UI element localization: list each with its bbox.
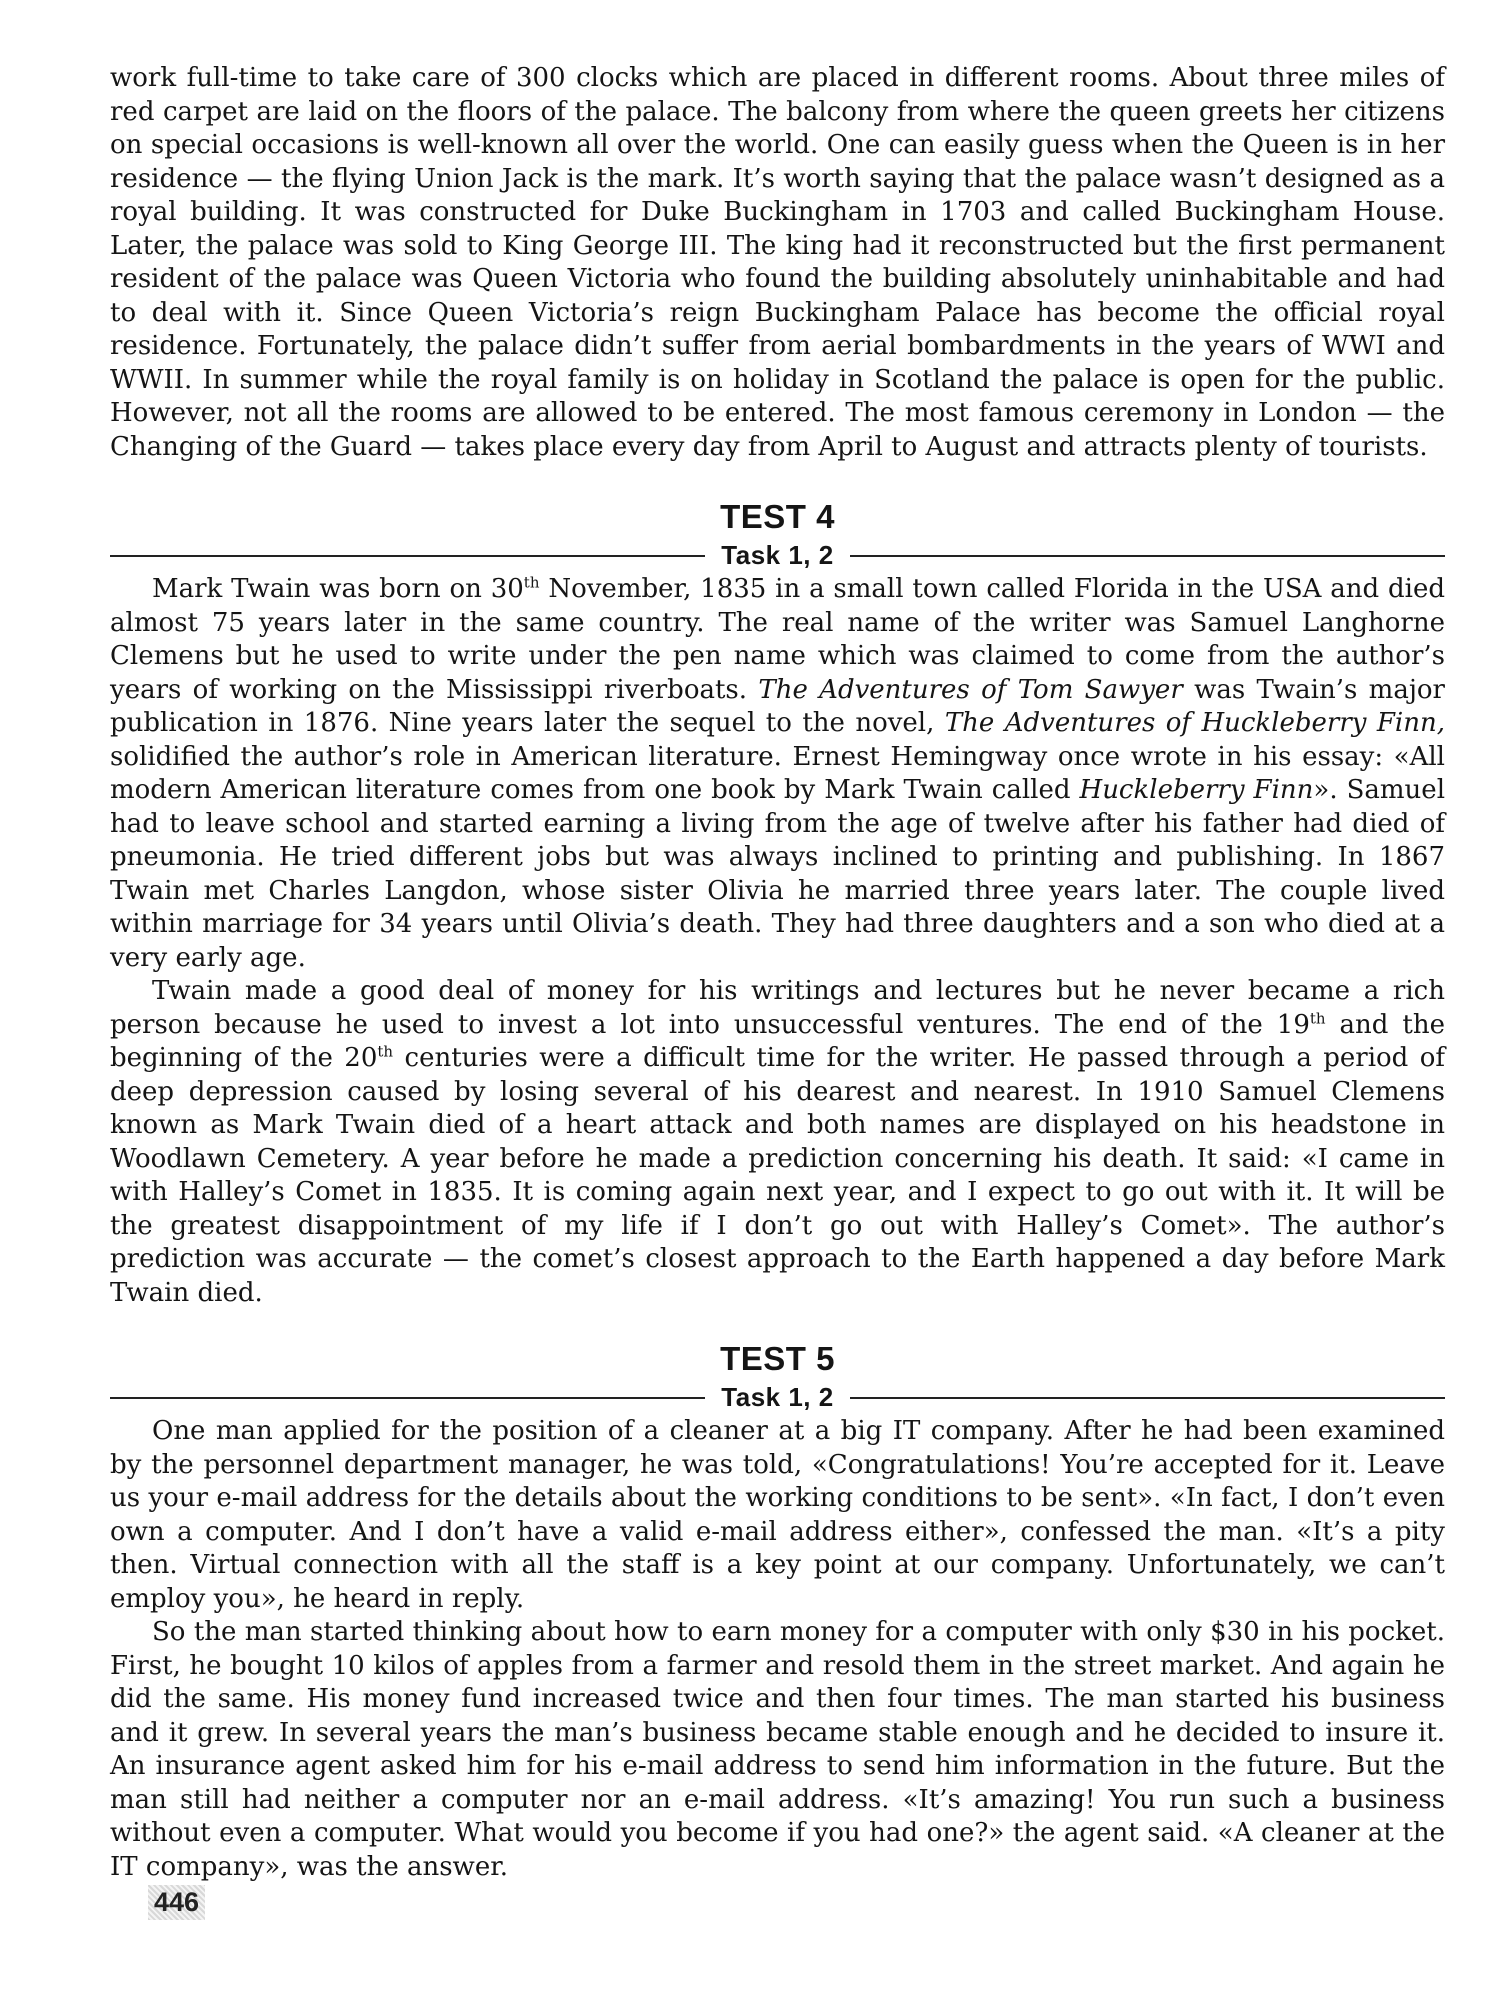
test-4-paragraph-2: Twain made a good deal of money for his writings and lectures but he never became a rich person because he used to invest a lot into unsuccessful ventures. The end of the 19th and the beginning of the 20th centuries were a difficult time for the writer. He passed through a period of deep depression caused by losing several of his dearest and nearest. In 1910 Samuel Clemens known as Mark Twain died of a heart attack and both names are displayed on his headstone in Woodlawn Cemetery. A year before he made a prediction concerning his death. It said: «I came in with Halley’s Comet in 1835. It is coming again next year, and I expect to go out with it. It will be the greatest disappointment of my life if I don’t go out with Halley’s Comet». The author’s prediction was accurate — the comet’s closest approach to the Earth happened a day before Mark Twain died.: [110, 976, 1446, 1308]
test-4-title: TEST 4: [720, 498, 835, 535]
left-rule: [110, 555, 705, 557]
test-4-paragraph-1: Mark Twain was born on 30th November, 1835 in a small town called Florida in the USA and died almost 75 years later in the same country. The real name of the writer was Samuel Langhorne Clemens but he used to write under the pen name which was claimed to come from the author’s years of working on the Mississippi riverboats. The Adventures of Tom Sawyer was Twain’s major publication in 1876. Nine years later the sequel to the novel, The Adventures of Huckleberry Finn, solidified the author’s role in American literature. Ernest Hemingway once wrote in his essay: «All modern American literature comes from one book by Mark Twain called Huckleberry Finn». Samuel had to leave school and started earning a living from the age of twelve after his father had died of pneumonia. He tried different jobs but was always inclined to printing and publishing. In 1867 Twain met Charles Langdon, whose sister Olivia he married three years later. The couple lived within marriage for 34 years until Olivia’s death. They had three daughters and a son who died at a very early age.: [110, 573, 1446, 973]
page-content: [110, 62, 1445, 1884]
right-rule: [850, 1397, 1445, 1399]
intro-paragraph: work full-time to take care of 300 clocks which are placed in different rooms. About three miles of red carpet are laid on the floors of the palace. The balcony from where the queen greets her citizens on special occasions is well-known all over the world. One can easily guess when the Queen is in her residence — the flying Union Jack is the mark. It’s worth saying that the palace wasn’t designed as a royal building. It was constructed for Duke Buckingham in 1703 and called Buckingham House. Later, the palace was sold to King George III. The king had it reconstructed but the first permanent resident of the palace was Queen Victoria who found the building absolutely uninhabitable and had to deal with it. Since Queen Victoria’s reign Buckingham Palace has become the official royal residence. Fortunately, the palace didn’t suffer from aerial bombardments in the years of WWI and WWII. In summer while the royal family is on holiday in Scotland the palace is open for the public. However, not all the rooms are allowed to be entered. The most famous ceremony in London — the Changing of the Guard — takes place every day from April to August and attracts plenty of tourists.: [110, 63, 1445, 462]
right-rule: [850, 555, 1445, 557]
page-number: 446: [148, 1885, 205, 1920]
test-4-task-label: Task 1, 2: [721, 540, 834, 570]
left-rule: [110, 1397, 705, 1399]
test-5-title: TEST 5: [720, 1340, 835, 1377]
test-5-paragraph-1: One man applied for the position of a cleaner at a big IT company. After he had been examined by the personnel department manager, he was told, «Congratulations! You’re accepted for it. Leave us your e-mail address for the details about the working conditions to be sent». «In fact, I don’t even own a computer. And I don’t have a valid e-mail address either», confessed the man. «It’s a pity then. Virtual connection with all the staff is a key point at our company. Unfortunately, we can’t employ you», he heard in reply.: [110, 1416, 1445, 1614]
test-5-paragraph-2: So the man started thinking about how to earn money for a computer with only $30 in his pocket. First, he bought 10 kilos of apples from a farmer and resold them in the street market. And again he did the same. His money fund increased twice and then four times. The man started his business and it grew. In several years the man’s business became stable enough and he decided to insure it. An insurance agent asked him for his e-mail address to send him information in the future. But the man still had neither a computer nor an e-mail address. «It’s amazing! You run such a business without even a computer. What would you become if you had one?» the agent said. «A cleaner at the IT company», was the answer.: [110, 1617, 1445, 1882]
test-5-task-header: [110, 1382, 1445, 1413]
test-5-task-label: Task 1, 2: [721, 1382, 834, 1412]
test-4-task-header: [110, 540, 1445, 571]
